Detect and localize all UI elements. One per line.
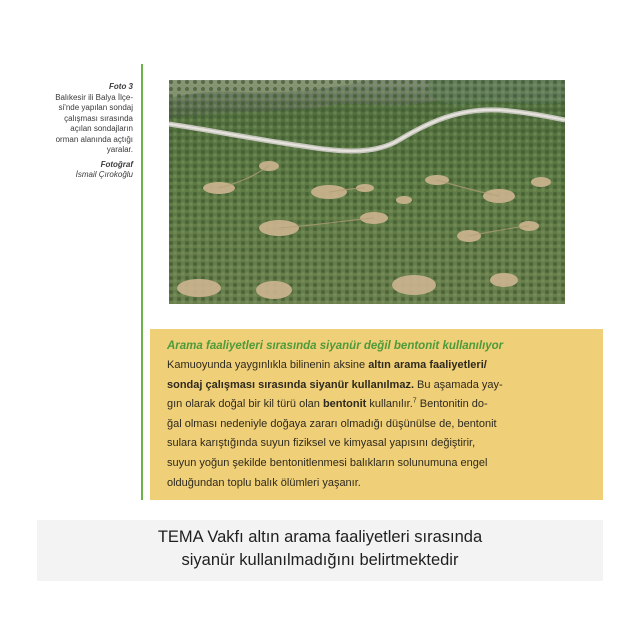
bottom-caption-banner	[37, 520, 603, 581]
photo-image	[169, 80, 565, 304]
text-span: Kamuoyunda yaygınlıkla bilinenin aksine	[167, 359, 369, 371]
info-box-body	[167, 356, 587, 493]
caption-line: yaralar.	[106, 145, 133, 154]
body-line: sulara karıştığında suyun fiziksel ve kimyasal yapısını değiştirir,	[167, 437, 476, 450]
caption-title: Foto 3	[109, 82, 133, 91]
photo-caption	[36, 82, 133, 181]
banner-line-2: siyanür kullanılmadığını belirtmektedir	[181, 551, 459, 569]
info-box	[150, 329, 603, 500]
body-line	[167, 376, 587, 396]
bold-span: altın arama faaliyetleri/	[368, 359, 487, 371]
text-span: Bentonitin do-	[416, 398, 488, 411]
banner-line-1: TEMA Vakfı altın arama faaliyetleri sırasında	[157, 528, 483, 546]
text-span: Bu aşamada yay-	[414, 378, 503, 391]
text-span: gın olarak doğal bir kil türü olan	[167, 398, 323, 411]
bold-span: bentonit	[322, 398, 367, 411]
footnote-marker: 7	[412, 397, 417, 405]
aerial-forest-photo	[169, 80, 565, 304]
body-line	[167, 395, 587, 415]
body-line	[167, 356, 587, 376]
caption-line: orman alanında açtığı	[55, 134, 133, 144]
text-span: kullanılır.	[366, 398, 413, 411]
caption-line: Balıkesir ili Balya İlçe-	[55, 92, 133, 102]
info-box-title: Arama faaliyetleri sırasında siyanür değil bentonit kullanılıyor	[167, 340, 504, 352]
body-line: olduğundan toplu balık ölümleri yaşanır.	[167, 476, 361, 489]
caption-divider-line	[141, 64, 143, 500]
body-line: suyun yoğun şekilde bentonitlenmesi balıkların solunumuna engel	[167, 456, 488, 469]
bold-span: sondaj çalışması sırasında siyanür kullanılmaz.	[167, 378, 414, 391]
photo-credit-label: Fotoğraf	[100, 159, 133, 169]
caption-line: si'nde yapılan sondaj	[58, 103, 133, 112]
caption-line: açılan sondajların	[70, 124, 133, 133]
photo-credit-name: İsmail Çırokoğlu	[75, 170, 133, 179]
body-line: ğal olması nedeniyle doğaya zararı olmadığı düşünülse de, bentonit	[167, 417, 497, 430]
caption-line: çalışması sırasında	[64, 113, 133, 123]
